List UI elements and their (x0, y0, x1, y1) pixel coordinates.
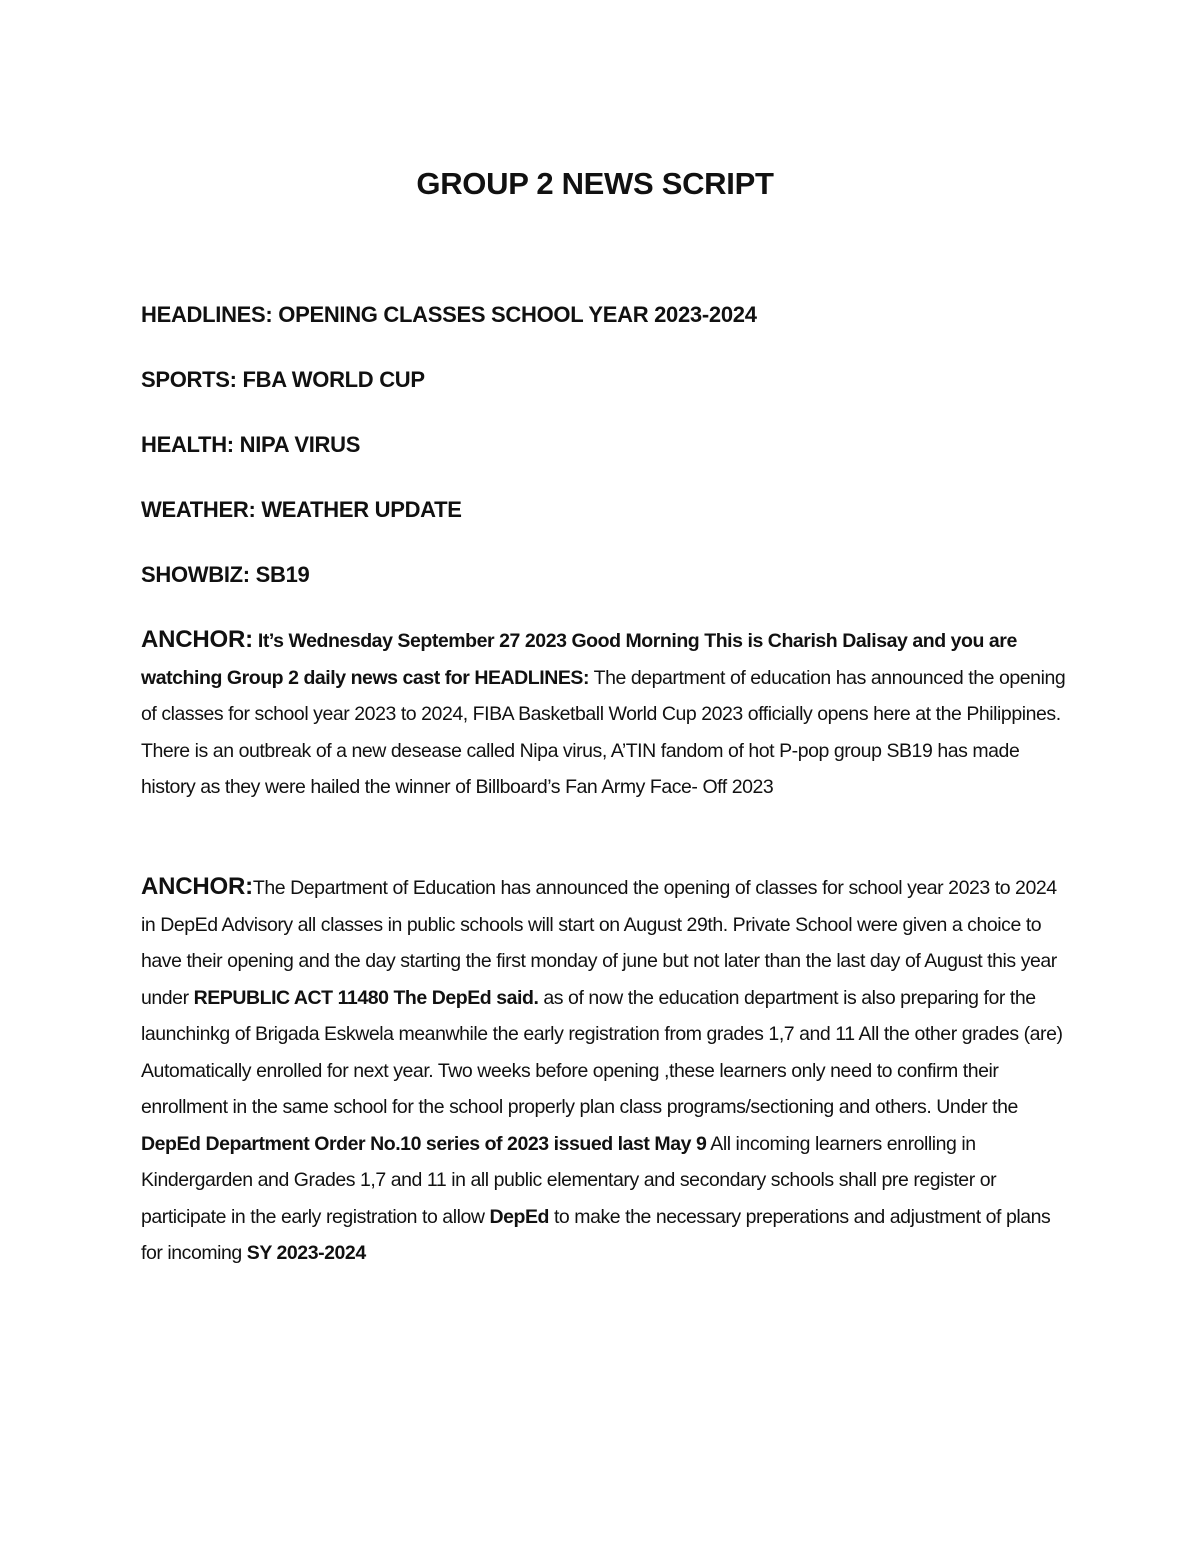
anchor-label: ANCHOR: (141, 873, 253, 900)
anchor-label: ANCHOR: (141, 626, 253, 653)
topic-sports: SPORTS: FBA WORLD CUP (141, 367, 425, 392)
education-text-2: as of now the education department is also preparing for the launchinkg of Brigada Eskwela meanwhile the early registration from grades 1,7 and 11 All the other grades (are) Automatically enrolled for next year. Two weeks before opening ,these learners only need to confirm their enrollment in the same school for the school properly plan class programs/sectioning and others. Under the (141, 986, 1063, 1118)
topic-headlines: HEADLINES: OPENING CLASSES SCHOOL YEAR 2023-2024 (141, 302, 757, 327)
education-text-1: The Department of Education has announced the opening of classes for school year 2023 to 2024 in DepEd Advisory all classes in public schools will start on August 29th. Private School were given a choice to have their opening and the day starting the first monday of june but not later than the last day of August this year under (141, 877, 1057, 1009)
department-order-bold: DepEd Department Order No.10 series of 2023 issued last May 9 (141, 1132, 707, 1155)
document-title: GROUP 2 NEWS SCRIPT (416, 166, 774, 201)
topic-weather: WEATHER: WEATHER UPDATE (141, 497, 462, 522)
topic-health: HEALTH: NIPA VIRUS (141, 432, 361, 457)
deped-bold: DepEd (489, 1205, 549, 1228)
intro-bold-text: It’s Wednesday September 27 2023 Good Morning This is Charish Dalisay and you are watching Group 2 daily news cast for HEADLINES: (141, 630, 1017, 689)
education-text-3: All incoming learners enrolling in Kindergarden and Grades 1,7 and 11 in all public elementary and secondary schools shall pre register or participate in the early registration to allow (141, 1132, 997, 1228)
intro-body-text: The department of education has announced the opening of classes for school year 2023 to 2024, FIBA Basketball World Cup 2023 officially opens here at the Philippines. There is an outbreak of a new desease called Nipa virus, A’TIN fandom of hot P-pop group SB19 has made history as they were hailed the winner of Billboard’s Fan Army Face- Off 2023 (141, 666, 1066, 798)
anchor-paragraph-intro (141, 622, 1066, 806)
republic-act-bold: REPUBLIC ACT 11480 The DepEd said. (193, 986, 539, 1009)
education-text-4: to make the necessary preperations and adjustment of plans for incoming (141, 1205, 1051, 1264)
anchor-paragraph-education (141, 869, 1066, 1272)
school-year-bold: SY 2023-2024 (246, 1242, 366, 1264)
topic-showbiz: SHOWBIZ: SB19 (141, 562, 310, 587)
